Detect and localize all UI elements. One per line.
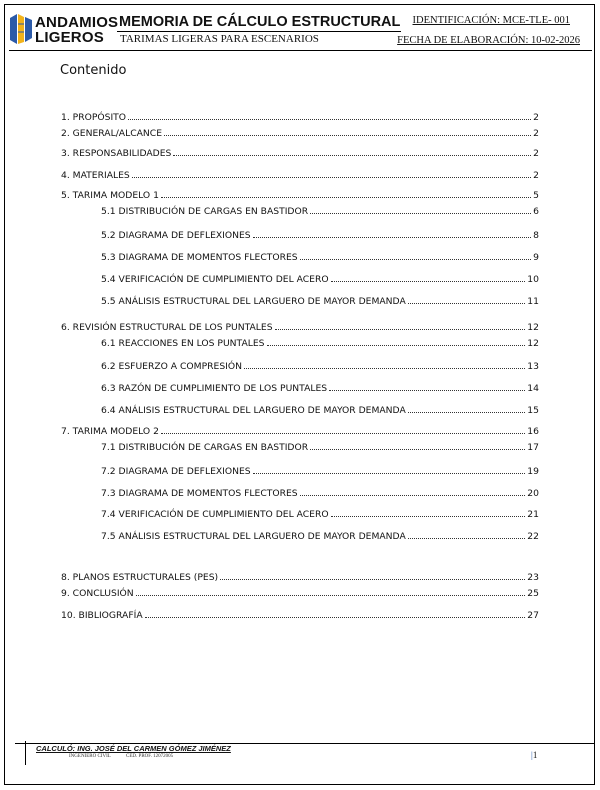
- toc-entry[interactable]: [101, 295, 539, 309]
- toc-entry-page: 21: [527, 509, 539, 520]
- brand-line-1: ANDAMIOS: [35, 14, 119, 31]
- toc-entry[interactable]: [61, 169, 539, 183]
- toc-entry-page: 15: [527, 405, 539, 416]
- toc-leader-dots: [132, 169, 531, 178]
- page-number: [531, 750, 537, 760]
- toc-entry-label: 5.1 DISTRIBUCIÓN DE CARGAS EN BASTIDOR: [101, 206, 309, 217]
- toc-entry-page: 20: [527, 488, 539, 499]
- toc-leader-dots: [145, 609, 526, 618]
- toc-leader-dots: [244, 360, 525, 369]
- toc-entry-page: 10: [527, 274, 539, 285]
- toc-leader-dots: [161, 425, 525, 434]
- toc-entry-page: 2: [533, 148, 539, 159]
- toc-entry-label: 7.5 ANÁLISIS ESTRUCTURAL DEL LARGUERO DE MAYOR DEMANDA: [101, 531, 406, 542]
- toc-entry-page: 13: [527, 361, 539, 372]
- toc-entry-label: 6. REVISIÓN ESTRUCTURAL DE LOS PUNTALES: [61, 322, 273, 333]
- scaffold-logo-icon: [10, 14, 32, 44]
- toc-entry-page: 19: [527, 466, 539, 477]
- toc-leader-dots: [300, 251, 532, 260]
- toc-entry-label: 5.3 DIAGRAMA DE MOMENTOS FLECTORES: [101, 252, 298, 263]
- toc-leader-dots: [275, 321, 526, 330]
- toc-entry[interactable]: [61, 147, 539, 161]
- toc-entry-page: 9: [533, 252, 539, 263]
- toc-leader-dots: [164, 127, 531, 136]
- toc-entry[interactable]: [101, 229, 539, 243]
- toc-leader-dots: [408, 530, 526, 539]
- toc-leader-dots: [128, 111, 531, 120]
- toc-entry[interactable]: [61, 189, 539, 203]
- toc-leader-dots: [408, 404, 526, 413]
- document-title: MEMORIA DE CÁLCULO ESTRUCTURAL: [119, 14, 401, 30]
- engineer-role: INGENIERO CIVIL: [69, 754, 111, 759]
- toc-entry-page: 12: [527, 322, 539, 333]
- toc-entry-page: 2: [533, 112, 539, 123]
- toc-entry-label: 4. MATERIALES: [61, 170, 130, 181]
- footer-tick: [25, 741, 26, 765]
- toc-entry-label: 3. RESPONSABILIDADES: [61, 148, 172, 159]
- toc-entry-page: 27: [527, 610, 539, 621]
- toc-leader-dots: [253, 229, 532, 238]
- toc-entry-label: 1. PROPÓSITO: [61, 112, 126, 123]
- toc-entry-label: 5. TARIMA MODELO 1: [61, 190, 159, 201]
- toc-leader-dots: [310, 441, 525, 450]
- toc-entry-page: 22: [527, 531, 539, 542]
- toc-leader-dots: [331, 508, 526, 517]
- toc-entry-label: 6.4 ANÁLISIS ESTRUCTURAL DEL LARGUERO DE MAYOR DEMANDA: [101, 405, 406, 416]
- toc-entry-label: 6.3 RAZÓN DE CUMPLIMIENTO DE LOS PUNTALES: [101, 383, 328, 394]
- toc-entry[interactable]: [101, 465, 539, 479]
- page-separator: |: [531, 750, 533, 760]
- toc-entry[interactable]: [61, 321, 539, 335]
- toc-entry[interactable]: [101, 441, 539, 455]
- toc-entry[interactable]: [101, 382, 539, 396]
- toc-entry-label: 2. GENERAL/ALCANCE: [61, 128, 162, 139]
- toc-entry[interactable]: [61, 587, 539, 601]
- toc-entry[interactable]: [101, 530, 539, 544]
- toc-entry-page: 2: [533, 128, 539, 139]
- elaboration-date: FECHA DE ELABORACIÓN: 10-02-2026: [397, 35, 580, 46]
- toc-leader-dots: [253, 465, 526, 474]
- toc-leader-dots: [220, 571, 525, 580]
- toc-entry[interactable]: [101, 205, 539, 219]
- toc-leader-dots: [161, 189, 531, 198]
- toc-entry-label: 10. BIBLIOGRAFÍA: [61, 610, 143, 621]
- toc-leader-dots: [267, 337, 526, 346]
- toc-entry[interactable]: [101, 273, 539, 287]
- toc-entry-label: 7.3 DIAGRAMA DE MOMENTOS FLECTORES: [101, 488, 298, 499]
- calculated-by: CALCULÓ: ING. JOSÉ DEL CARMEN GÓMEZ JIMÉNEZ: [36, 744, 231, 753]
- toc-entry-page: 8: [533, 230, 539, 241]
- toc-entry[interactable]: [101, 487, 539, 501]
- toc-leader-dots: [300, 487, 526, 496]
- toc-entry-label: 6.2 ESFUERZO A COMPRESIÓN: [101, 361, 242, 372]
- toc-leader-dots: [173, 147, 531, 156]
- toc-entry-page: 2: [533, 170, 539, 181]
- toc-leader-dots: [136, 587, 526, 596]
- toc-entry-page: 16: [527, 426, 539, 437]
- toc-entry[interactable]: [61, 111, 539, 125]
- toc-entry-page: 6: [533, 206, 539, 217]
- toc-entry[interactable]: [101, 404, 539, 418]
- document-subtitle: TARIMAS LIGERAS PARA ESCENARIOS: [120, 33, 319, 45]
- identification-code: IDENTIFICACIÓN: MCE-TLE- 001: [412, 15, 570, 26]
- toc-heading: Contenido: [60, 63, 127, 78]
- toc-leader-dots: [310, 205, 531, 214]
- toc-entry-label: 5.4 VERIFICACIÓN DE CUMPLIMIENTO DEL ACERO: [101, 274, 329, 285]
- toc-entry-label: 7.4 VERIFICACIÓN DE CUMPLIMIENTO DEL ACERO: [101, 509, 329, 520]
- toc-entry-label: 5.2 DIAGRAMA DE DEFLEXIONES: [101, 230, 251, 241]
- toc-leader-dots: [331, 273, 526, 282]
- engineer-license: CED. PROF. 12072005: [126, 754, 174, 759]
- toc-entry-label: 6.1 REACCIONES EN LOS PUNTALES: [101, 338, 265, 349]
- toc-entry-page: 11: [527, 296, 539, 307]
- toc-entry[interactable]: [101, 337, 539, 351]
- toc-entry[interactable]: [61, 127, 539, 141]
- toc-entry-page: 5: [533, 190, 539, 201]
- header-divider: [9, 50, 592, 51]
- toc-entry-label: 5.5 ANÁLISIS ESTRUCTURAL DEL LARGUERO DE MAYOR DEMANDA: [101, 296, 406, 307]
- toc-entry-page: 12: [527, 338, 539, 349]
- toc-entry-page: 14: [527, 383, 539, 394]
- toc-entry-page: 25: [527, 588, 539, 599]
- toc-entry[interactable]: [101, 508, 539, 522]
- toc-entry-page: 23: [527, 572, 539, 583]
- toc-entry-label: 7. TARIMA MODELO 2: [61, 426, 159, 437]
- title-underline: [117, 31, 401, 32]
- toc-entry[interactable]: [61, 609, 539, 623]
- toc-entry-label: 9. CONCLUSIÓN: [61, 588, 134, 599]
- toc-entry[interactable]: [101, 251, 539, 265]
- document-page: [4, 4, 595, 785]
- page-number-value: 1: [532, 750, 538, 760]
- toc-entry-label: 7.2 DIAGRAMA DE DEFLEXIONES: [101, 466, 251, 477]
- toc-entry-page: 17: [527, 442, 539, 453]
- toc-leader-dots: [408, 295, 526, 304]
- toc-leader-dots: [329, 382, 525, 391]
- engineer-credentials: [69, 754, 187, 759]
- toc-entry[interactable]: [61, 571, 539, 585]
- toc-entry-label: 8. PLANOS ESTRUCTURALES (PES): [61, 572, 219, 583]
- toc-entry[interactable]: [61, 425, 539, 439]
- toc-entry-label: 7.1 DISTRIBUCIÓN DE CARGAS EN BASTIDOR: [101, 442, 309, 453]
- toc-entry[interactable]: [101, 360, 539, 374]
- brand-line-2: LIGEROS: [35, 29, 104, 46]
